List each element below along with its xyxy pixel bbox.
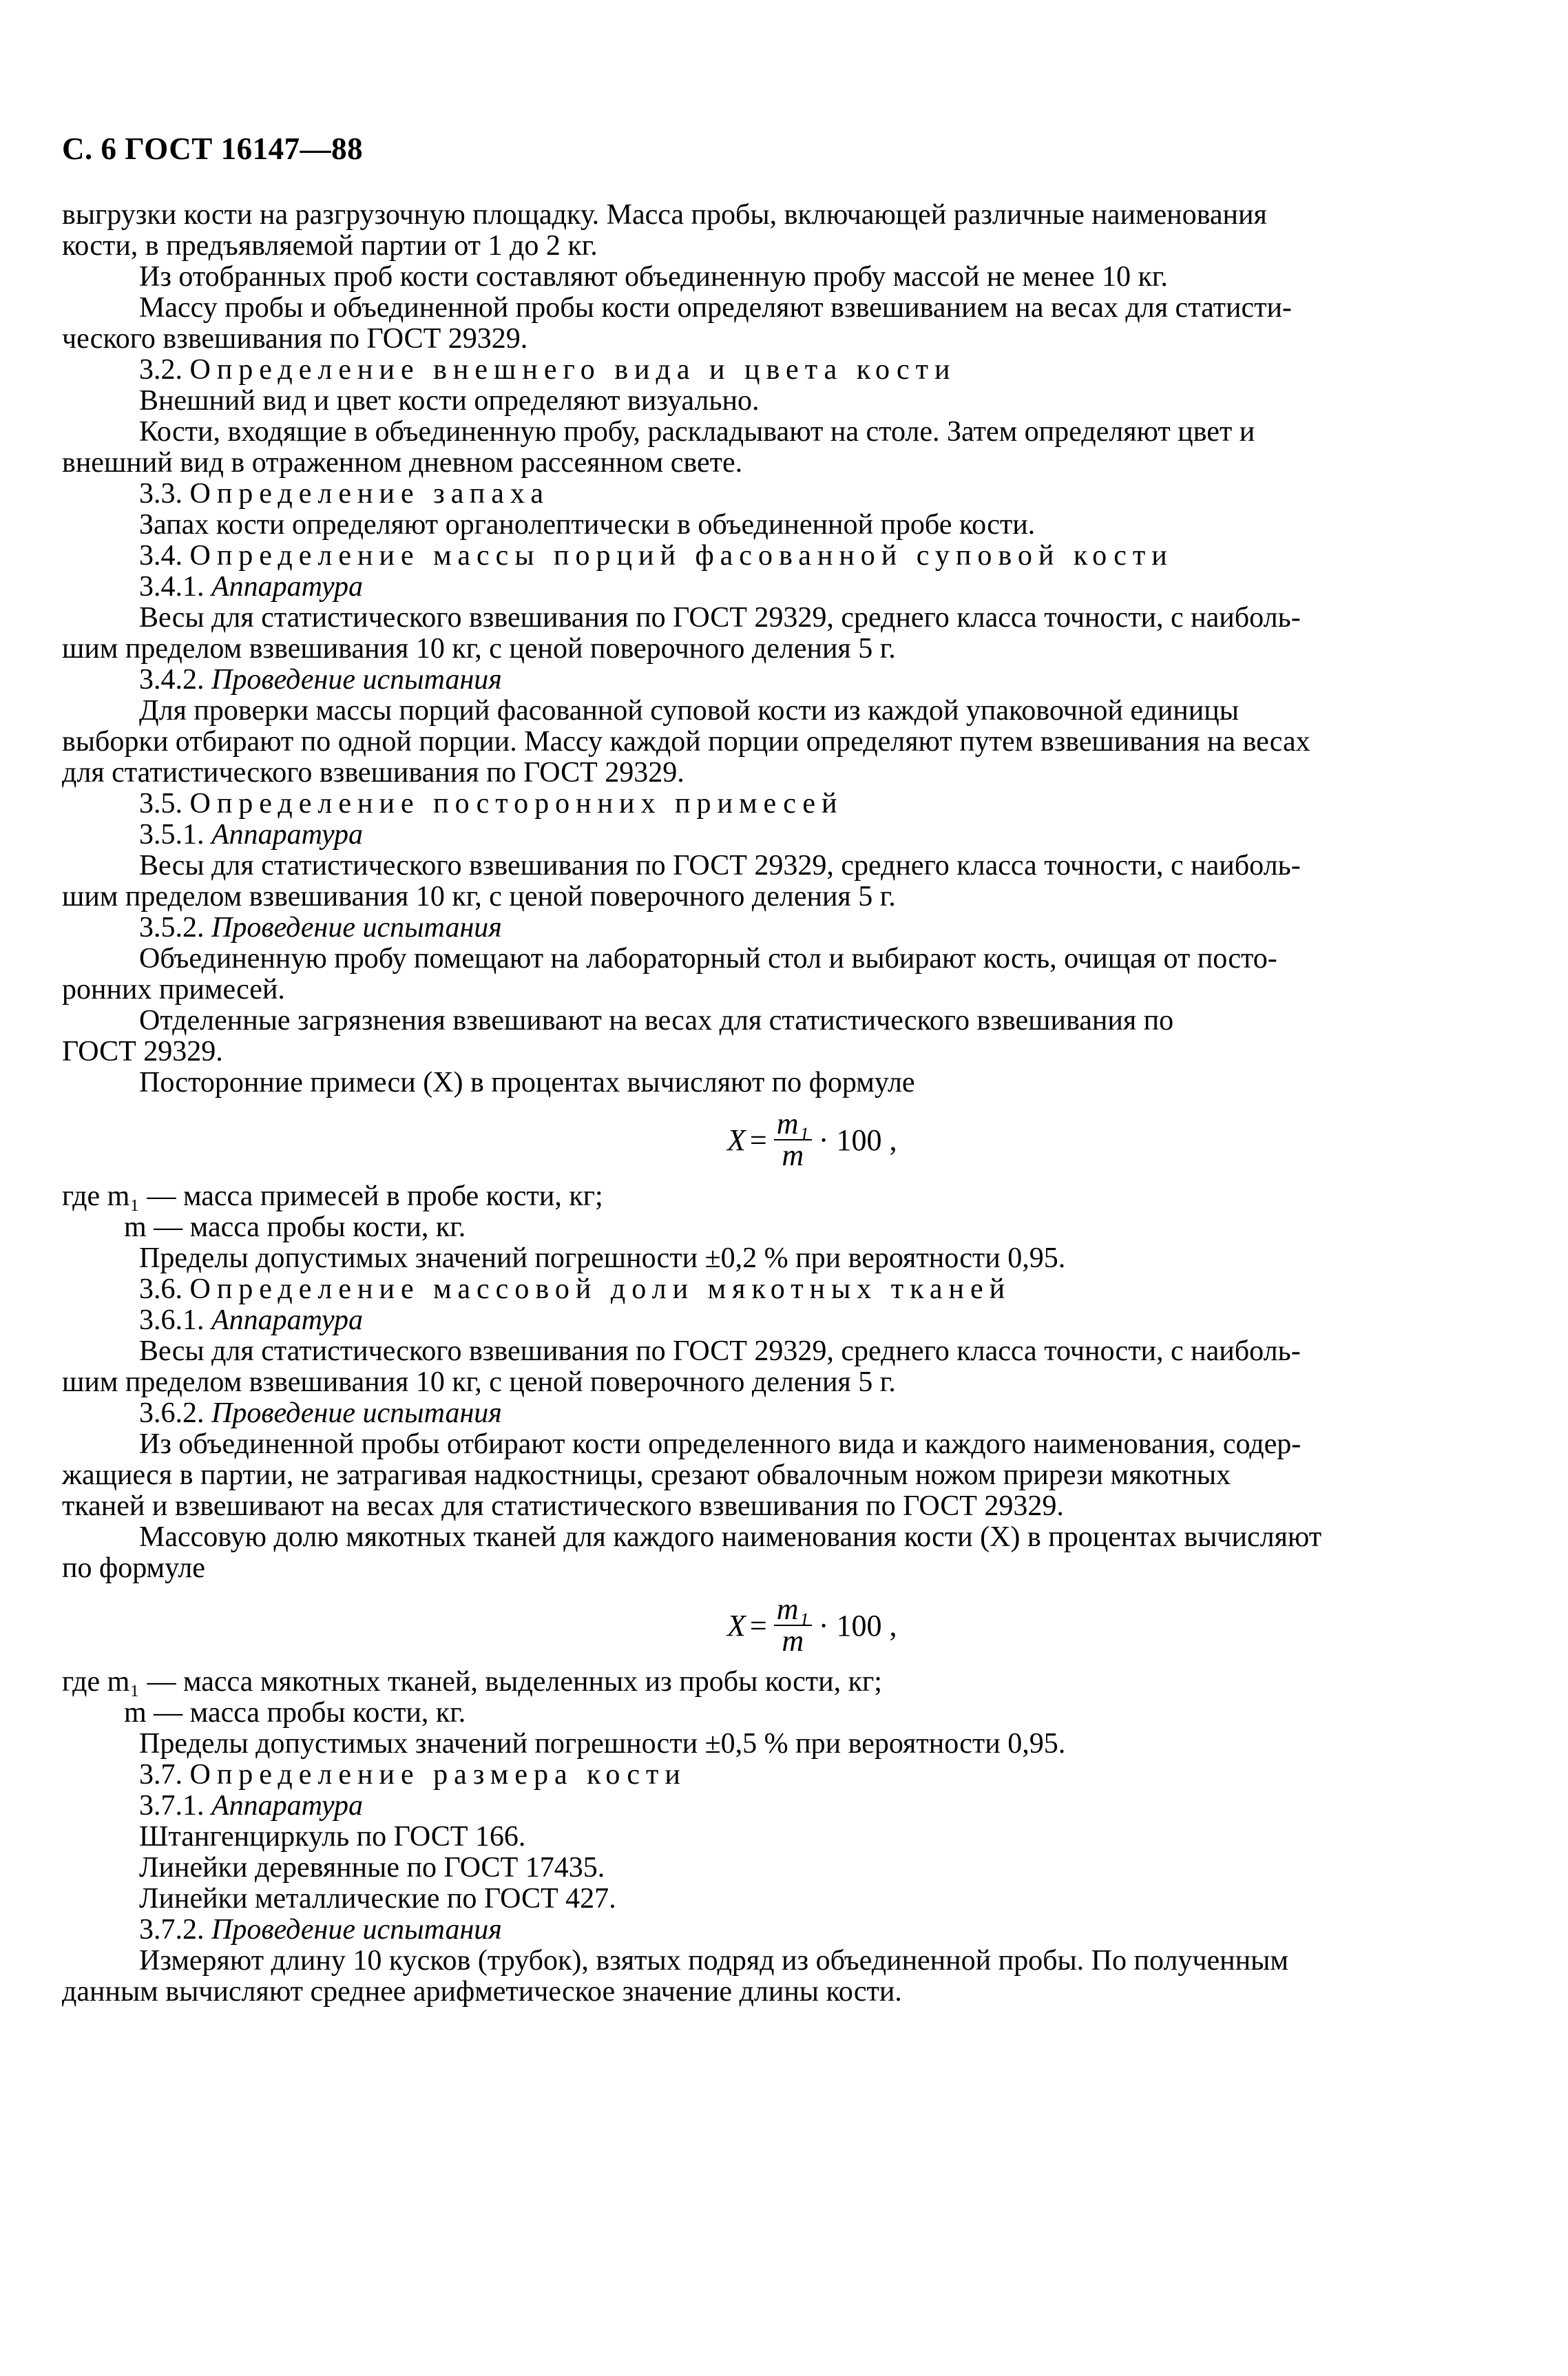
where-line: m — масса пробы кости, кг. (124, 1697, 466, 1729)
section-heading-3-4 (62, 541, 1481, 572)
list-item: Линейки металлические по ГОСТ 427. (139, 1883, 616, 1915)
paragraph (62, 200, 1481, 262)
text-line: данным вычисляют среднее арифметическое значение длины кости. (62, 1976, 902, 2008)
fraction-denominator: m (782, 1138, 804, 1172)
text-line: Массовую долю мякотных тканей для каждого наименования кости (X) в процентах вычисляют (139, 1521, 1322, 1553)
formula-soft-tissue (62, 1587, 1481, 1664)
text-line: Весы для статистического взвешивания по ГОСТ 29329, среднего класса точности, с наиболь- (139, 602, 1301, 634)
section-title: Определение посторонних примесей (189, 788, 844, 820)
text-line: Объединенную пробу помещают на лабораторный стол и выбирают кость, очищая от посто- (139, 943, 1277, 975)
subsection-heading-3-4-2 (62, 665, 1481, 696)
fraction-denominator: m (782, 1624, 804, 1658)
subsection-heading-3-6-2 (62, 1398, 1481, 1429)
paragraph (62, 1429, 1481, 1522)
fraction-numerator: m₁ (774, 1594, 812, 1626)
formula-fraction (774, 1109, 812, 1171)
text-line: ронних примесей. (62, 974, 285, 1005)
section-heading-3-2 (62, 355, 1481, 386)
formula-lhs: X (727, 1608, 746, 1643)
paragraph: Пределы допустимых значений погрешности ±0,5 % при вероятности 0,95. (139, 1728, 1066, 1760)
paragraph: Из отобранных проб кости составляют объединенную пробу массой не менее 10 кг. (139, 261, 1168, 293)
page-header: С. 6 ГОСТ 16147—88 (62, 132, 364, 166)
text-line: Кости, входящие в объединенную пробу, раскладывают на столе. Затем определяют цвет и (139, 416, 1255, 448)
text-line: выборки отбирают по одной порции. Массу каждой порции определяют путем взвешивания на весах (62, 726, 1310, 758)
section-number: 3.7.1. (139, 1790, 205, 1822)
formula-rhs: · 100 , (818, 1608, 897, 1643)
subsection-title: Проведение испытания (211, 1914, 502, 1946)
section-heading-3-5 (62, 789, 1481, 820)
subsection-title: Аппаратура (211, 819, 364, 851)
text-line: ГОСТ 29329. (62, 1036, 223, 1067)
section-number: 3.3. (139, 478, 182, 510)
where-line: где m₁ — масса примесей в пробе кости, кг; (62, 1180, 603, 1212)
section-number: 3.4.1. (139, 571, 205, 603)
subsection-heading-3-5-1 (62, 820, 1481, 851)
subsection-heading-3-7-1 (62, 1791, 1481, 1822)
where-line: где m₁ — масса мякотных тканей, выделенных из пробы кости, кг; (62, 1666, 882, 1698)
paragraph (62, 293, 1481, 355)
section-title: Определение массовой доли мякотных тканей (189, 1273, 1012, 1305)
subsection-title: Проведение испытания (211, 1397, 502, 1429)
section-title: Определение внешнего вида и цвета кости (189, 354, 957, 386)
subsection-heading-3-5-2 (62, 913, 1481, 944)
section-number: 3.6. (139, 1273, 182, 1305)
text-line: кости, в предъявляемой партии от 1 до 2 кг. (62, 230, 598, 262)
formula-rhs: · 100 , (818, 1123, 897, 1157)
section-number: 3.5.1. (139, 819, 205, 851)
text-line: Для проверки массы порций фасованной суповой кости из каждой упаковочной единицы (139, 695, 1239, 727)
text-line: Отделенные загрязнения взвешивают на весах для статистического взвешивания по (139, 1005, 1174, 1036)
formula-impurities (62, 1101, 1481, 1178)
subsection-heading-3-6-1 (62, 1305, 1481, 1336)
section-title: Определение размера кости (189, 1759, 687, 1791)
subsection-title: Проведение испытания (211, 912, 502, 944)
paragraph: Внешний вид и цвет кости определяют визуально. (139, 385, 760, 417)
text-line: жащиеся в партии, не затрагивая надкостницы, срезают обвалочным ножом прирези мякотных (62, 1459, 1231, 1491)
section-number: 3.5. (139, 788, 182, 820)
text-line: Массу пробы и объединенной пробы кости определяют взвешиванием на весах для статисти- (139, 292, 1292, 324)
text-line: по формуле (62, 1552, 205, 1584)
fraction-numerator: m₁ (774, 1109, 812, 1140)
section-number: 3.6.2. (139, 1397, 205, 1429)
subsection-title: Аппаратура (211, 1304, 364, 1336)
section-heading-3-3 (62, 479, 1481, 510)
formula-lhs: X (727, 1123, 746, 1157)
text-line: Из объединенной пробы отбирают кости определенного вида и каждого наименования, содер- (139, 1428, 1302, 1460)
text-line: Измеряют длину 10 кусков (трубок), взятых подряд из объединенной пробы. По полученным (139, 1945, 1288, 1977)
formula-fraction (774, 1594, 812, 1656)
paragraph (62, 603, 1481, 665)
section-heading-3-7 (62, 1760, 1481, 1791)
paragraph (62, 696, 1481, 789)
formula-equals: = (749, 1608, 767, 1643)
paragraph (62, 1005, 1481, 1067)
paragraph: Пределы допустимых значений погрешности ±0,2 % при вероятности 0,95. (139, 1242, 1066, 1274)
text-line: ческого взвешивания по ГОСТ 29329. (62, 323, 528, 355)
text-line: шим пределом взвешивания 10 кг, с ценой поверочного деления 5 г. (62, 881, 896, 913)
paragraph: Посторонние примеси (X) в процентах вычисляют по формуле (139, 1067, 915, 1098)
section-number: 3.5.2. (139, 912, 205, 944)
subsection-title: Аппаратура (211, 571, 364, 603)
subsection-title: Аппаратура (211, 1790, 364, 1822)
text-line: внешний вид в отраженном дневном рассеянном свете. (62, 447, 743, 479)
formula-equals: = (749, 1123, 767, 1157)
section-number: 3.6.1. (139, 1304, 205, 1336)
paragraph (62, 417, 1481, 479)
section-title: Определение запаха (189, 478, 550, 510)
section-number: 3.7. (139, 1759, 182, 1791)
paragraph (62, 1336, 1481, 1398)
text-line: Весы для статистического взвешивания по ГОСТ 29329, среднего класса точности, с наиболь- (139, 850, 1301, 882)
section-number: 3.4. (139, 540, 182, 572)
text-line: тканей и взвешивают на весах для статистического взвешивания по ГОСТ 29329. (62, 1490, 1064, 1522)
text-line: выгрузки кости на разгрузочную площадку. Масса пробы, включающей различные наименования (62, 199, 1267, 231)
text-line: для статистического взвешивания по ГОСТ 29329. (62, 757, 684, 789)
subsection-heading-3-7-2 (62, 1915, 1481, 1946)
section-number: 3.2. (139, 354, 182, 386)
paragraph (62, 944, 1481, 1005)
section-heading-3-6 (62, 1274, 1481, 1305)
subsection-heading-3-4-1 (62, 572, 1481, 603)
text-line: шим пределом взвешивания 10 кг, с ценой поверочного деления 5 г. (62, 633, 896, 665)
paragraph (62, 851, 1481, 913)
document-page (62, 131, 1481, 2008)
paragraph: Запах кости определяют органолептически в объединенной пробе кости. (139, 509, 1036, 541)
subsection-title: Проведение испытания (211, 664, 502, 696)
section-title: Определение массы порций фасованной суповой кости (189, 540, 1173, 572)
text-line: Весы для статистического взвешивания по ГОСТ 29329, среднего класса точности, с наиболь- (139, 1335, 1301, 1367)
section-number: 3.7.2. (139, 1914, 205, 1946)
section-number: 3.4.2. (139, 664, 205, 696)
list-item: Линейки деревянные по ГОСТ 17435. (139, 1852, 605, 1884)
list-item: Штангенциркуль по ГОСТ 166. (139, 1821, 526, 1853)
text-line: шим пределом взвешивания 10 кг, с ценой поверочного деления 5 г. (62, 1366, 896, 1398)
paragraph (62, 1946, 1481, 2008)
paragraph (62, 1522, 1481, 1584)
where-line: m — масса пробы кости, кг. (124, 1211, 466, 1243)
